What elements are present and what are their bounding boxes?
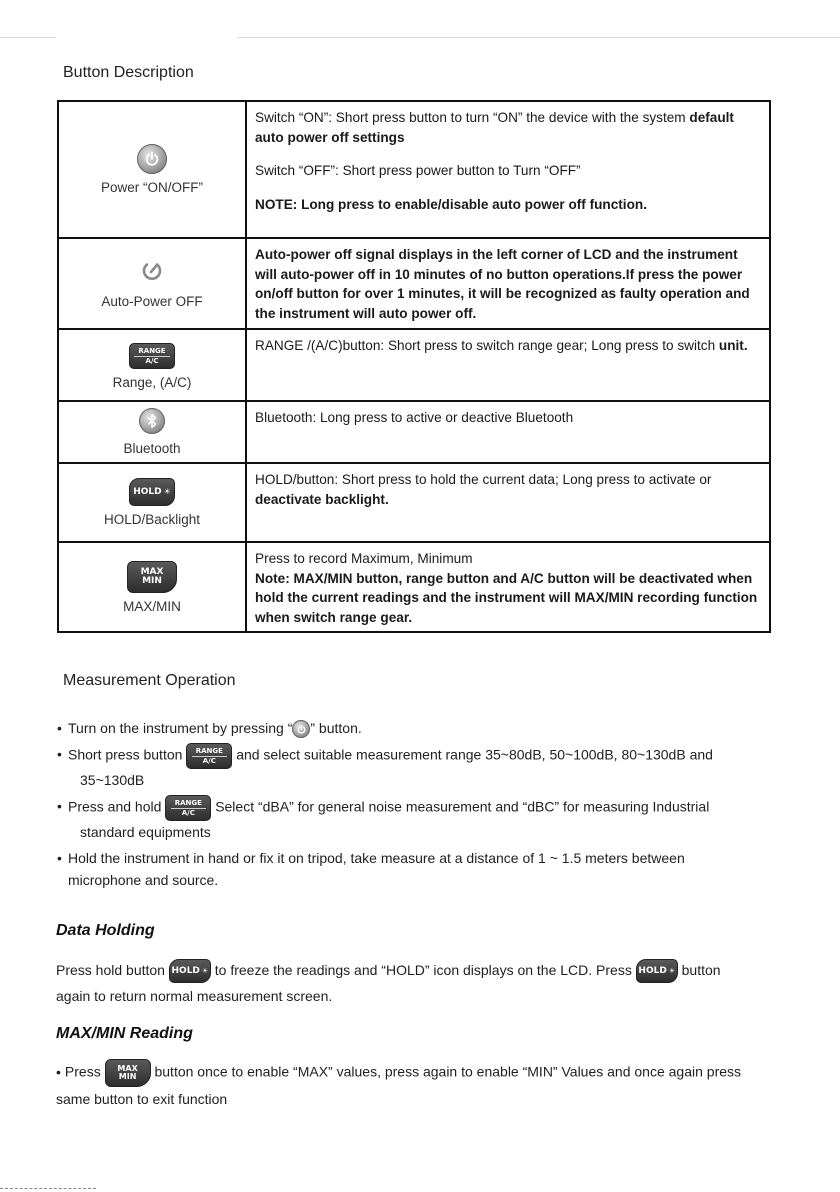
max-badge-text: MAX — [140, 566, 164, 577]
range-badge-top: RANGE — [195, 746, 223, 755]
auto-power-off-label: Auto-Power OFF — [101, 293, 203, 309]
maxmin-reading-paragraph: • Press MAX MIN button once to enable “MAX” values, press again to enable “MIN” Values and once again press same button to exit function — [56, 1059, 786, 1111]
data-holding-text-d: again to return normal measurement screen. — [56, 988, 333, 1005]
backlight-icon: ☀ — [668, 966, 676, 975]
list-item — [57, 717, 787, 739]
bullet2-text-a: Short press button — [68, 746, 183, 763]
hold-button-icon — [129, 478, 175, 506]
hold-button-icon — [636, 959, 678, 983]
max-badge-text: MAX — [117, 1064, 138, 1073]
range-badge-top: RANGE — [174, 798, 202, 807]
power-desc-text1: Switch “ON”: Short press button to turn “ON” the device with the system — [255, 110, 690, 125]
bluetooth-icon — [139, 408, 165, 434]
auto-power-off-cell — [58, 238, 246, 329]
maxmin-button-icon — [105, 1059, 151, 1087]
bullet3-text-c: standard equipments — [80, 824, 211, 840]
measurement-list — [57, 717, 787, 895]
power-description — [246, 101, 770, 238]
power-cell — [58, 101, 246, 238]
bullet3-text-a: Press and hold — [68, 798, 162, 815]
range-desc-bold: unit. — [718, 338, 748, 353]
auto-power-off-description: Auto-power off signal displays in the left corner of LCD and the instrument will auto-power off in 10 minutes of no button operations.If press the power on/off button for over 1 minutes, it will be recognized as faulty operation and the instrument will auto power off. — [246, 238, 770, 329]
backlight-icon: ☀ — [201, 966, 209, 975]
maxmin-reading-text-a: Press — [64, 1063, 101, 1080]
bullet1-text-b: ” button. — [310, 720, 362, 736]
maxmin-label: MAX/MIN — [123, 598, 181, 614]
bullet4-text-b: microphone and source. — [68, 872, 219, 888]
range-button-icon — [129, 343, 175, 369]
bullet3-text-b: Select “dBA” for general noise measurement and “dBC” for measuring Industrial — [215, 798, 710, 815]
min-badge-text: MIN — [118, 1072, 137, 1081]
power-desc-line2: Switch “OFF”: Short press power button to Turn “OFF” — [255, 163, 581, 178]
range-desc-text: RANGE /(A/C)button: Short press to switch range gear; Long press to switch — [255, 338, 719, 353]
min-badge-text: MIN — [142, 575, 162, 586]
range-badge-bottom: A/C — [202, 756, 216, 765]
power-desc-line1 — [255, 108, 761, 147]
table-row-power — [58, 101, 770, 238]
data-holding-paragraph — [56, 957, 786, 1009]
maxmin-desc-text: Press to record Maximum, Minimum — [255, 551, 473, 566]
data-holding-text-a: Press hold button — [56, 962, 165, 978]
hold-desc-bold: deactivate backlight. — [255, 491, 389, 507]
power-label: Power “ON/OFF” — [100, 180, 203, 195]
maxmin-desc-bold: Note: MAX/MIN button, range button and A/C button will be deactivated when hold the current readings and the instrument will MAX/MIN recording function when switch range gear. — [255, 570, 758, 625]
data-holding-title: Data Holding — [56, 922, 155, 939]
range-label: Range, (A/C) — [112, 375, 192, 391]
range-badge-bottom: A/C — [181, 808, 195, 817]
hold-description — [246, 463, 770, 542]
range-button-icon — [165, 795, 211, 821]
button-description-title: Button Description — [63, 64, 194, 81]
bluetooth-cell — [58, 401, 246, 463]
range-badge-bottom: A/C — [145, 356, 159, 365]
bullet2-text-c: 35~130dB — [80, 772, 145, 788]
list-item — [57, 795, 787, 843]
table-row-maxmin — [58, 542, 770, 632]
measurement-title: Measurement Operation — [63, 672, 236, 689]
top-rule — [238, 37, 840, 38]
maxmin-reading-text-c: same button to exit function — [56, 1091, 228, 1107]
range-badge-top: RANGE — [138, 346, 166, 355]
list-item — [57, 847, 787, 891]
bullet4-text-a: Hold the instrument in hand or fix it on tripod, take measure at a distance of 1 ~ 1.5 meters between — [68, 850, 685, 866]
maxmin-cell — [58, 542, 246, 632]
maxmin-reading-text-b: button once to enable “MAX” values, press again to enable “MIN” Values and once again press — [154, 1063, 742, 1080]
data-holding-text-c: button — [681, 962, 721, 978]
range-description — [246, 329, 770, 401]
bluetooth-description: Bluetooth: Long press to active or deactive Bluetooth — [246, 401, 770, 463]
range-cell — [58, 329, 246, 401]
power-desc-bold1: default auto power off settings — [255, 110, 734, 145]
table-row-bluetooth — [58, 401, 770, 463]
hold-badge-text: HOLD — [171, 965, 200, 976]
table-row-hold — [58, 463, 770, 542]
table-row-auto-power-off — [58, 238, 770, 329]
list-item — [57, 743, 787, 791]
range-button-icon — [186, 743, 232, 769]
button-description-table — [57, 100, 771, 633]
bullet2-text-b: and select suitable measurement range 35~80dB, 50~100dB, 80~130dB and — [236, 746, 713, 763]
hold-badge-text: HOLD — [133, 486, 162, 497]
bottom-edge-mark — [0, 1188, 96, 1192]
maxmin-button-icon — [127, 561, 177, 593]
hold-cell — [58, 463, 246, 542]
hold-badge-text: HOLD — [638, 965, 667, 976]
table-row-range — [58, 329, 770, 401]
power-icon — [137, 144, 167, 174]
auto-power-off-icon — [140, 259, 164, 288]
data-holding-text-b: to freeze the readings and “HOLD” icon displays on the LCD. Press — [214, 962, 632, 978]
hold-button-icon — [169, 959, 211, 983]
bullet1-text-a: Turn on the instrument by pressing “ — [68, 720, 293, 736]
maxmin-description — [246, 542, 770, 632]
power-icon — [292, 720, 310, 738]
top-rule-left — [0, 37, 56, 38]
power-desc-line3: NOTE: Long press to enable/disable auto power off function. — [255, 196, 647, 212]
bluetooth-label: Bluetooth — [123, 441, 181, 456]
hold-label: HOLD/Backlight — [103, 512, 201, 527]
backlight-icon: ☀ — [163, 487, 171, 496]
hold-desc-text: HOLD/button: Short press to hold the current data; Long press to activate or — [255, 472, 712, 487]
maxmin-reading-title: MAX/MIN Reading — [56, 1025, 193, 1042]
